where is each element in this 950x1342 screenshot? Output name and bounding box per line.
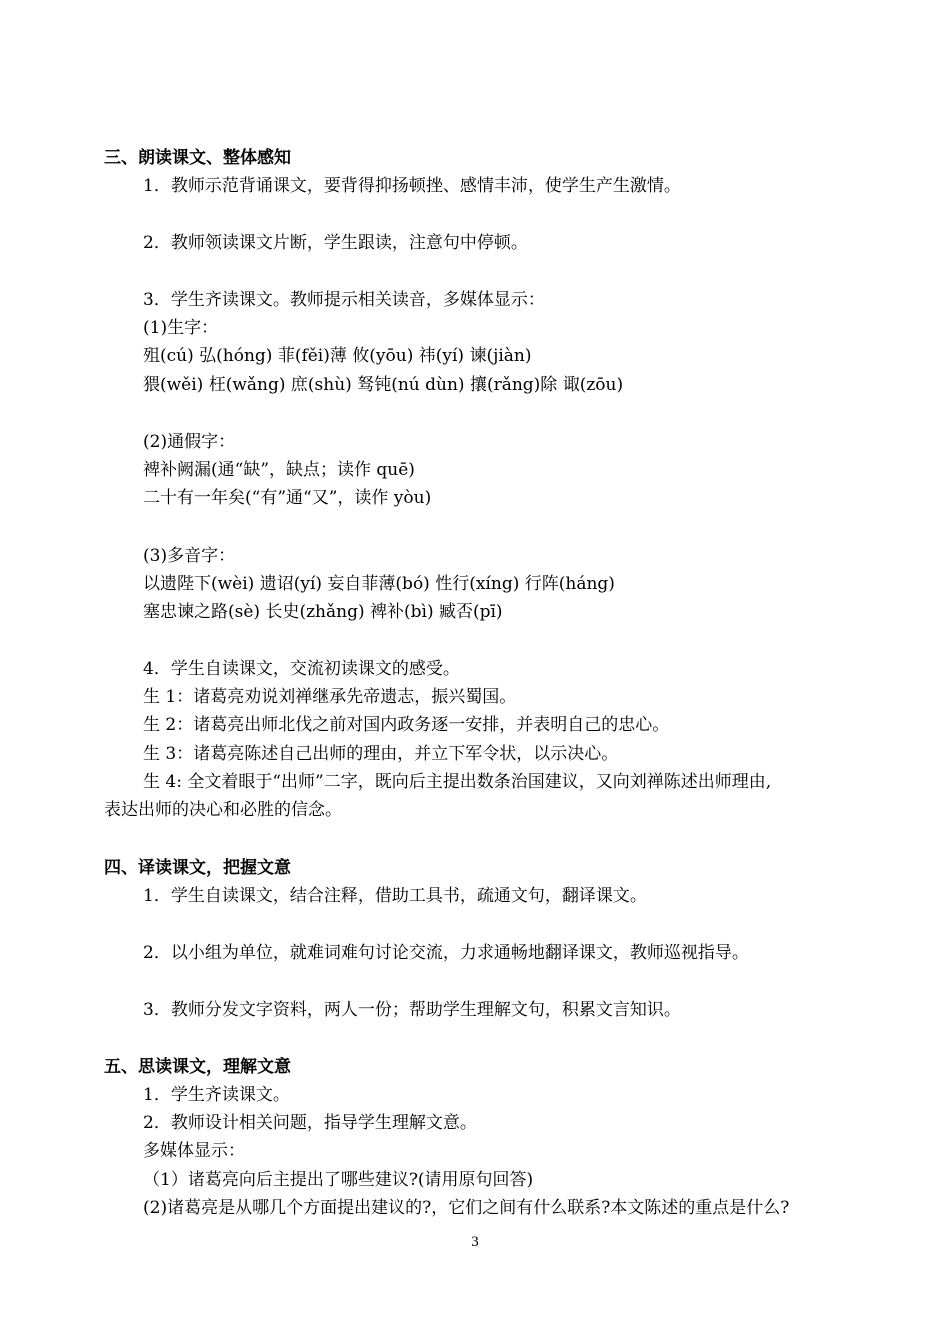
new-characters-title: (1)生字： [143, 318, 219, 338]
section-3-item-2: 2．教师领读课文片断，学生跟读，注意句中停顿。 [143, 233, 528, 253]
new-characters-line-2: 猥(wěi) 枉(wǎng) 庶(shù) 驽钝(nú dùn) 攘(rǎng)除 诹(zōu) [143, 375, 624, 395]
student-response-4-line-2: 表达出师的决心和必胜的信念。 [104, 800, 342, 820]
loan-characters-title: (2)通假字： [143, 432, 236, 452]
section-5-heading: 五、思读课文，理解文意 [104, 1057, 291, 1077]
section-5-item-1: 1．学生齐读课文。 [143, 1085, 290, 1105]
section-5-item-2: 2．教师设计相关问题，指导学生理解文意。 [143, 1113, 477, 1133]
section-4-item-3: 3．教师分发文字资料，两人一份；帮助学生理解文句，积累文言知识。 [143, 1000, 681, 1020]
student-response-2: 生 2：诸葛亮出师北伐之前对国内政务逐一安排，并表明自己的忠心。 [143, 715, 670, 735]
page-number: 3 [471, 1234, 479, 1250]
section-3-heading: 三、朗读课文、整体感知 [104, 148, 291, 168]
new-characters-line-1: 殂(cú) 弘(hóng) 菲(fěi)薄 攸(yōu) 祎(yí) 谏(jiàn) [143, 346, 532, 366]
section-4-heading: 四、译读课文，把握文意 [104, 858, 291, 878]
question-1: （1）诸葛亮向后主提出了哪些建议?(请用原句回答) [143, 1170, 534, 1190]
student-response-1: 生 1：诸葛亮劝说刘禅继承先帝遗志，振兴蜀国。 [143, 687, 517, 707]
section-3-item-1: 1．教师示范背诵课文，要背得抑扬顿挫、感情丰沛，使学生产生激情。 [143, 176, 681, 196]
student-response-4-line-1: 生 4: 全文着眼于“出师”二字，既向后主提出数条治国建议，又向刘禅陈述出师理由, [143, 772, 772, 792]
section-4-item-1: 1．学生自读课文，结合注释，借助工具书，疏通文句，翻译课文。 [143, 886, 647, 906]
section-3-item-3: 3．学生齐读课文。教师提示相关读音，多媒体显示： [143, 290, 545, 310]
polyphones-line-2: 塞忠谏之路(sè) 长史(zhǎng) 裨补(bì) 臧否(pī) [143, 602, 503, 622]
polyphones-line-1: 以遗陛下(wèi) 遗诏(yí) 妄自菲薄(bó) 性行(xíng) 行阵(háng) [143, 574, 615, 594]
loan-characters-line-1: 裨补阙漏(通“缺”，缺点；读作 quē) [143, 460, 415, 480]
section-4-item-2: 2．以小组为单位，就难词难句讨论交流，力求通畅地翻译课文，教师巡视指导。 [143, 943, 749, 963]
polyphones-title: (3)多音字： [143, 546, 236, 566]
section-3-item-4: 4．学生自读课文，交流初读课文的感受。 [143, 659, 460, 679]
student-response-3: 生 3：诸葛亮陈述自己出师的理由，并立下军令状，以示决心。 [143, 744, 619, 764]
loan-characters-line-2: 二十有一年矣(“有”通“又”，读作 yòu) [143, 488, 432, 508]
multimedia-label: 多媒体显示： [143, 1141, 245, 1161]
question-2: (2)诸葛亮是从哪几个方面提出建议的?，它们之间有什么联系?本文陈述的重点是什么? [143, 1198, 790, 1218]
